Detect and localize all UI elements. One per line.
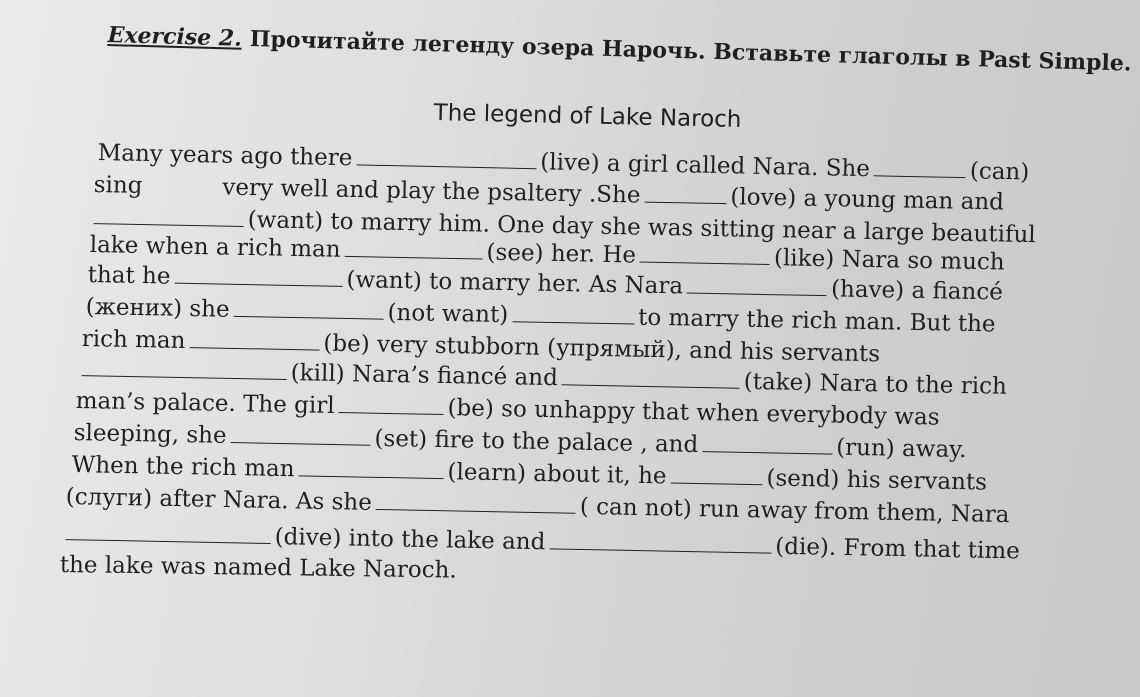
story-line: sing very well and play the psaltery .She (love) a young man and: [93, 172, 1005, 216]
answer-blank[interactable]: [562, 383, 740, 388]
answer-blank[interactable]: [189, 346, 319, 350]
answer-blank[interactable]: [66, 538, 271, 544]
story-line: lake when a rich man (see) her. He (like) Nara so much: [89, 232, 1005, 276]
answer-blank[interactable]: [82, 374, 287, 380]
story-line: rich man (be) very stubborn (упрямый), and his servants: [81, 326, 881, 368]
answer-blank[interactable]: [644, 201, 726, 205]
answer-blank[interactable]: [640, 261, 770, 265]
answer-blank[interactable]: [702, 450, 832, 454]
answer-blank[interactable]: [298, 474, 443, 479]
answer-blank[interactable]: [233, 315, 383, 320]
answer-blank[interactable]: [874, 174, 966, 178]
exercise-instruction: Прочитайте легенду озера Нарочь. Вставьте глаголы в Past Simple.: [249, 25, 1132, 77]
exercise-label: Exercise 2.: [107, 22, 243, 52]
answer-blank[interactable]: [174, 282, 342, 287]
story-line: (жених) she (not want) to marry the rich man. But the: [85, 294, 996, 338]
answer-blank[interactable]: [344, 255, 482, 260]
story-line: When the rich man (learn) about it, he (send) his servants: [71, 452, 988, 496]
answer-blank[interactable]: [376, 508, 576, 514]
text-title: The legend of Lake Naroch: [433, 100, 742, 133]
answer-blank[interactable]: [230, 441, 370, 446]
story-line: sleeping, she (set) fire to the palace , and (run) away.: [73, 420, 967, 464]
story-line: (want) to marry him. One day she was sitting near a large beautiful: [90, 204, 1036, 248]
answer-blank[interactable]: [356, 163, 536, 169]
story-line: the lake was named Lake Naroch.: [59, 552, 457, 584]
story-line: (слуги) after Nara. As she ( can not) run away from them, Nara: [65, 484, 1010, 529]
answer-blank[interactable]: [94, 222, 244, 227]
story-line: that he (want) to marry her. As Nara (have) a fiancé: [87, 262, 1004, 306]
story-line: (dive) into the lake and (die). From that time: [62, 520, 1021, 564]
answer-blank[interactable]: [338, 411, 443, 415]
story-text: [60, 140, 1130, 590]
story-line: (kill) Nara’s fiancé and (take) Nara to the rich: [78, 356, 1008, 400]
answer-blank[interactable]: [687, 292, 827, 297]
answer-blank[interactable]: [549, 547, 771, 553]
story-line: Many years ago there (live) a girl called Nara. She (can): [97, 140, 1030, 186]
answer-blank[interactable]: [670, 481, 762, 485]
answer-blank[interactable]: [512, 320, 634, 324]
story-line: man’s palace. The girl (be) so unhappy that when everybody was: [75, 388, 940, 431]
exercise-heading: [107, 22, 1132, 77]
